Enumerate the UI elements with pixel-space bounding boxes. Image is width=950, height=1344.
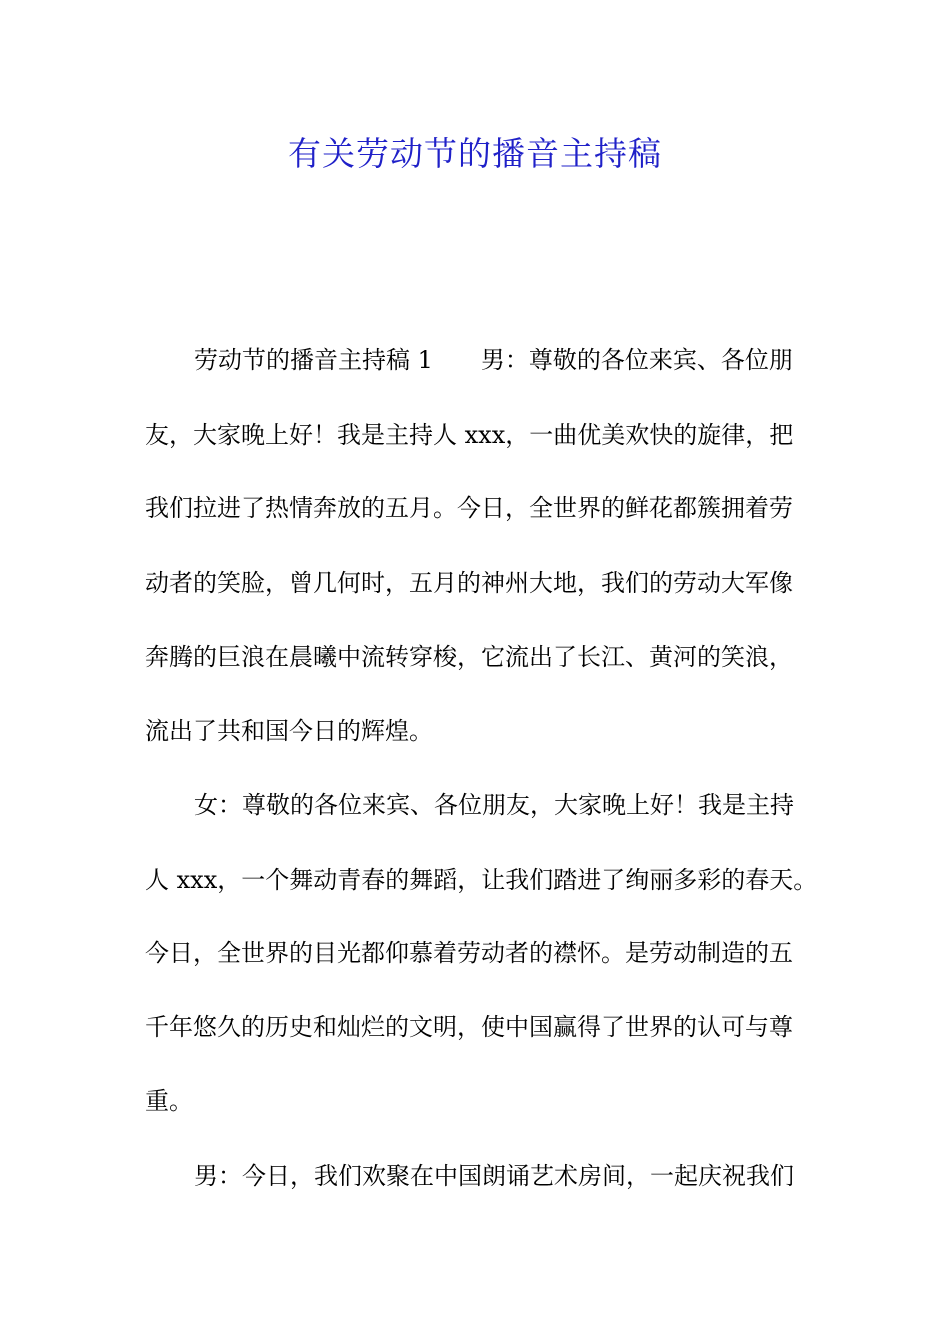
- paragraph-line: 奔腾的巨浪在晨曦中流转穿梭，它流出了长江、黄河的笑浪，: [145, 643, 793, 671]
- paragraph-line: 友，大家晚上好！我是主持人 xxx，一曲优美欢快的旋律，把: [145, 421, 794, 449]
- paragraph-line: 人 xxx，一个舞动青春的舞蹈，让我们踏进了绚丽多彩的春天。: [145, 866, 818, 894]
- paragraph-line: 我们拉进了热情奔放的五月。今日，全世界的鲜花都簇拥着劳: [145, 494, 793, 522]
- paragraph-line: 千年悠久的历史和灿烂的文明，使中国赢得了世界的认可与尊: [145, 1013, 793, 1041]
- paragraph-line: 今日，全世界的目光都仰慕着劳动者的襟怀。是劳动制造的五: [145, 939, 793, 967]
- paragraph-line: 流出了共和国今日的辉煌。: [145, 717, 433, 745]
- paragraph-line: 女：尊敬的各位来宾、各位朋友，大家晚上好！我是主持: [194, 791, 794, 819]
- paragraph-line: 动者的笑脸，曾几何时，五月的神州大地，我们的劳动大军像: [145, 569, 793, 597]
- document-title: 有关劳动节的播音主持稿: [288, 134, 662, 173]
- paragraph-line: 劳动节的播音主持稿 1 男：尊敬的各位来宾、各位朋: [194, 346, 793, 374]
- paragraph-line: 男：今日，我们欢聚在中国朗诵艺术房间，一起庆祝我们: [194, 1162, 794, 1190]
- paragraph-line: 重。: [145, 1087, 193, 1115]
